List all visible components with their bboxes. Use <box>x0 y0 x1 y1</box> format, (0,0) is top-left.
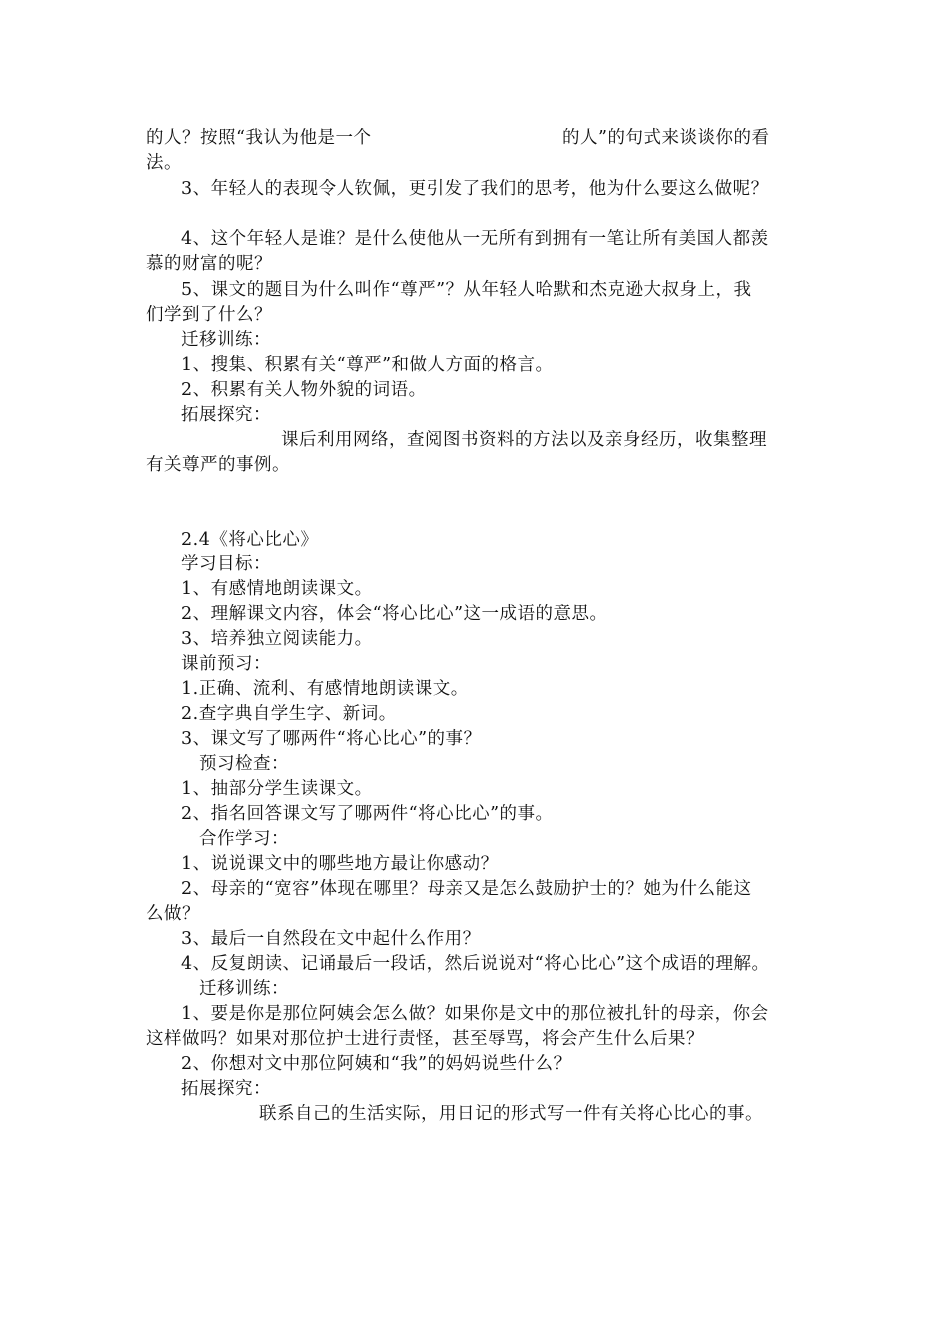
coop-3: 3、最后一自然段在文中起什么作用？ <box>181 929 481 949</box>
extend-heading-2: 拓展探究： <box>181 1079 271 1099</box>
transfer-2-item-2: 2、你想对文中那位阿姨和“我”的妈妈说些什么？ <box>181 1054 572 1074</box>
preview-1: 1.正确、流利、有感情地朗读课文。 <box>181 679 469 699</box>
question-5-line-2: 们学到了什么？ <box>146 305 272 325</box>
question-5-line-1: 5、课文的题目为什么叫作“尊严”？从年轻人哈默和杰克逊大叔身上，我 <box>181 280 752 300</box>
question-3: 3、年轻人的表现令人钦佩，更引发了我们的思考，他为什么要这么做呢？ <box>181 179 769 199</box>
transfer-heading-2: 迁移训练： <box>199 979 289 999</box>
coop-2-line-1: 2、母亲的“宽容”体现在哪里？母亲又是怎么鼓励护士的？她为什么能这 <box>181 879 752 899</box>
check-2: 2、指名回答课文写了哪两件“将心比心”的事。 <box>181 804 554 824</box>
question-2-line-1b: 的人”的句式来谈谈你的看 <box>562 128 770 148</box>
extend-2-line-1: 联系自己的生活实际，用日记的形式写一件有关将心比心的事。 <box>259 1104 763 1124</box>
extend-heading: 拓展探究： <box>181 405 271 425</box>
question-2-line-1a: 的人？按照“我认为他是一个 <box>146 128 372 148</box>
coop-1: 1、说说课文中的哪些地方最让你感动？ <box>181 854 499 874</box>
transfer-item-2: 2、积累有关人物外貌的词语。 <box>181 380 427 400</box>
transfer-heading: 迁移训练： <box>181 330 271 350</box>
lesson-title: 2.4《将心比心》 <box>181 530 319 550</box>
goal-2: 2、理解课文内容，体会“将心比心”这一成语的意思。 <box>181 604 608 624</box>
extend-line-2: 有关尊严的事例。 <box>146 455 290 475</box>
preview-3: 3、课文写了哪两件“将心比心”的事？ <box>181 729 482 749</box>
transfer-item-1: 1、搜集、积累有关“尊严”和做人方面的格言。 <box>181 355 554 375</box>
extend-line-1: 课后利用网络，查阅图书资料的方法以及亲身经历，收集整理 <box>281 430 767 450</box>
transfer-2-item-1-line-2: 这样做吗？如果对那位护士进行责怪，甚至辱骂，将会产生什么后果？ <box>146 1029 704 1049</box>
question-4-line-1: 4、这个年轻人是谁？是什么使他从一无所有到拥有一笔让所有美国人都羡 <box>181 229 769 249</box>
question-4-line-2: 慕的财富的呢？ <box>146 254 272 274</box>
goal-3: 3、培养独立阅读能力。 <box>181 629 373 649</box>
coop-heading: 合作学习： <box>199 829 289 849</box>
coop-2-line-2: 么做？ <box>146 904 200 924</box>
check-heading: 预习检查： <box>199 754 289 774</box>
coop-4: 4、反复朗读、记诵最后一段话，然后说说对“将心比心”这个成语的理解。 <box>181 954 770 974</box>
check-1: 1、抽部分学生读课文。 <box>181 779 373 799</box>
preview-heading: 课前预习： <box>181 654 271 674</box>
goals-heading: 学习目标： <box>181 554 271 574</box>
question-2-line-2: 法。 <box>146 153 182 173</box>
transfer-2-item-1-line-1: 1、要是你是那位阿姨会怎么做？如果你是文中的那位被扎针的母亲，你会 <box>181 1004 769 1024</box>
preview-2: 2.查字典自学生字、新词。 <box>181 704 397 724</box>
goal-1: 1、有感情地朗读课文。 <box>181 579 373 599</box>
